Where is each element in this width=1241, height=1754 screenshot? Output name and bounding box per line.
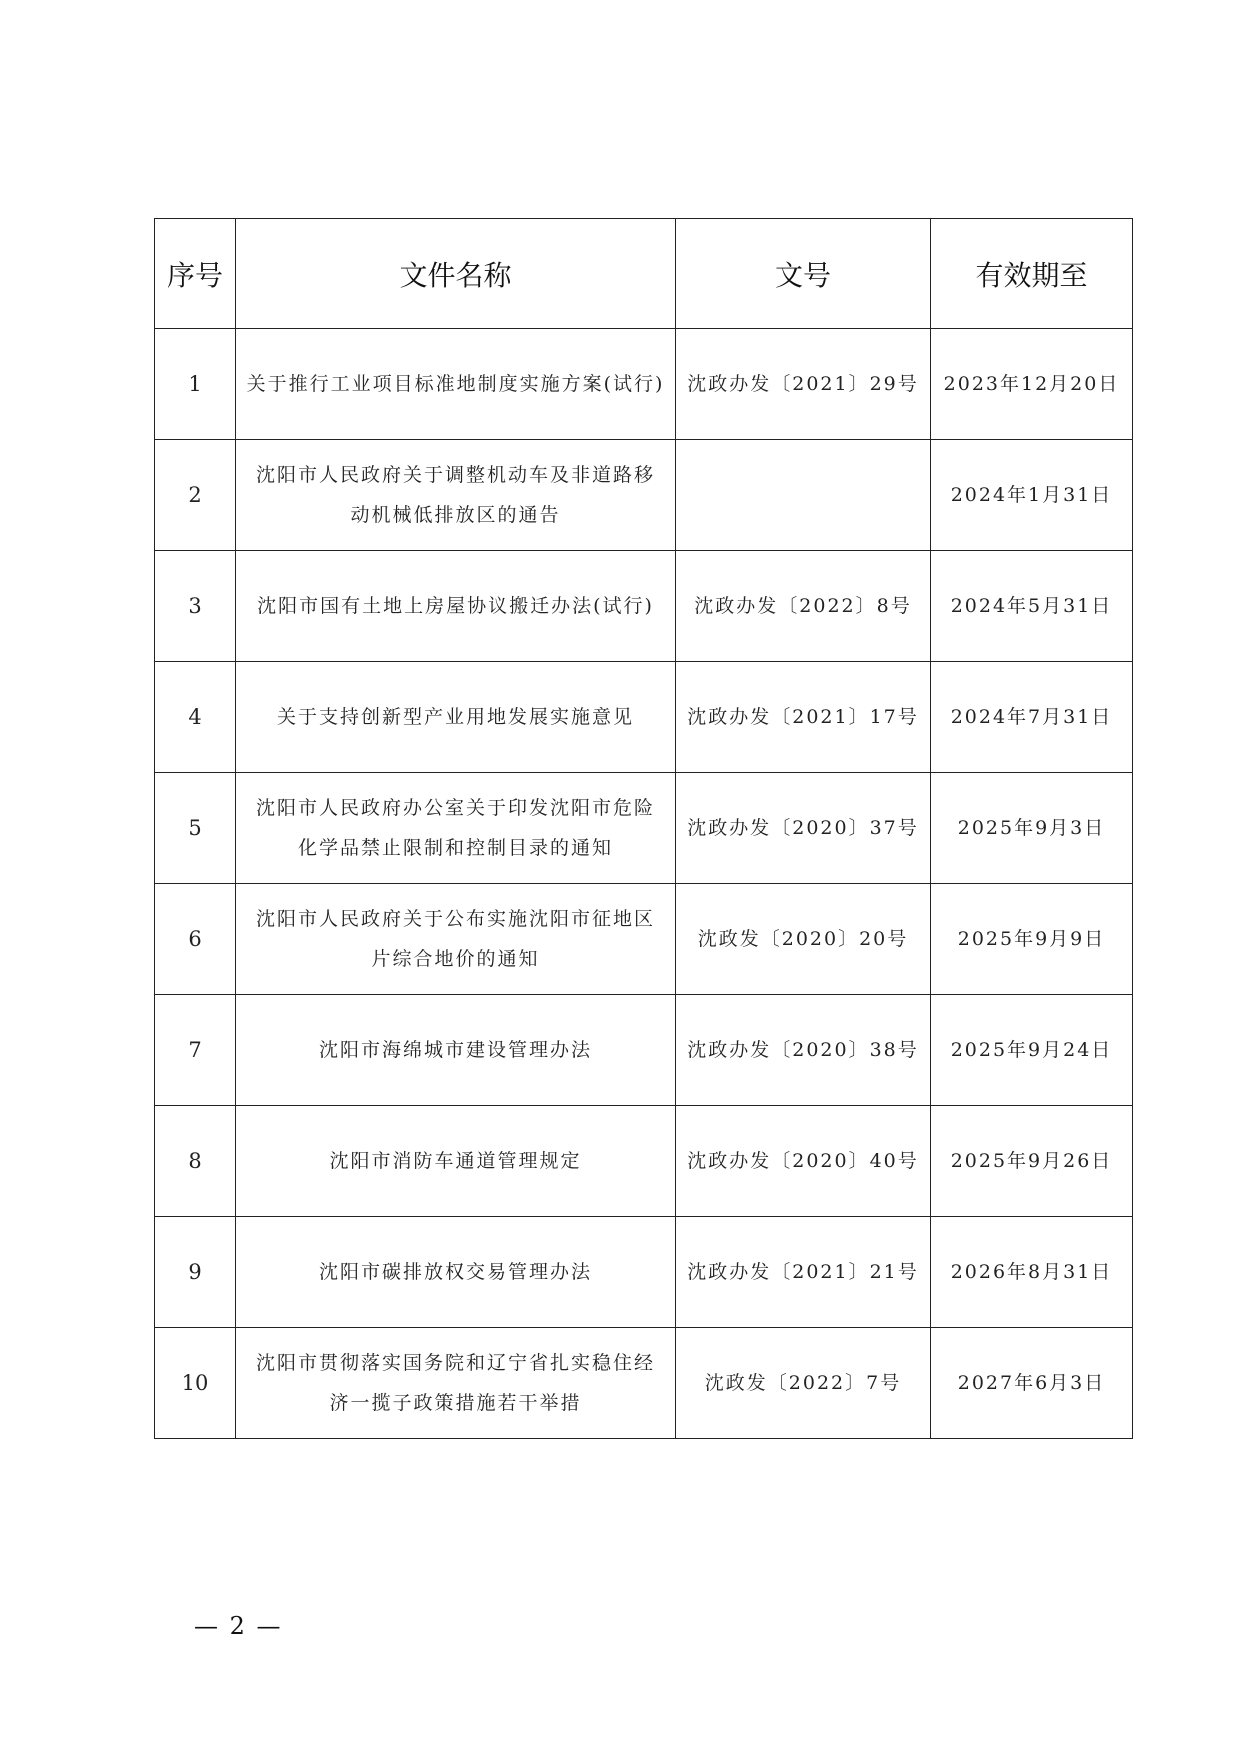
row-valid-until: 2026年8月31日 <box>931 1217 1133 1328</box>
row-index: 4 <box>155 662 236 773</box>
row-file-name: 关于支持创新型产业用地发展实施意见 <box>236 662 676 773</box>
row-doc-number: 沈政办发〔2020〕37号 <box>676 773 931 884</box>
row-file-name: 沈阳市人民政府办公室关于印发沈阳市危险化学品禁止限制和控制目录的通知 <box>236 773 676 884</box>
row-doc-number: 沈政办发〔2022〕8号 <box>676 551 931 662</box>
table-row <box>155 551 1133 662</box>
row-valid-until: 2025年9月24日 <box>931 995 1133 1106</box>
row-index: 6 <box>155 884 236 995</box>
row-index: 9 <box>155 1217 236 1328</box>
header-index: 序号 <box>155 219 236 329</box>
row-file-name: 沈阳市碳排放权交易管理办法 <box>236 1217 676 1328</box>
row-index: 2 <box>155 440 236 551</box>
row-index: 5 <box>155 773 236 884</box>
row-doc-number: 沈政办发〔2020〕38号 <box>676 995 931 1106</box>
row-doc-number: 沈政办发〔2021〕21号 <box>676 1217 931 1328</box>
row-doc-number: 沈政办发〔2021〕29号 <box>676 329 931 440</box>
row-index: 8 <box>155 1106 236 1217</box>
row-index: 10 <box>155 1328 236 1439</box>
table-row <box>155 440 1133 551</box>
table-row <box>155 662 1133 773</box>
table-row <box>155 1106 1133 1217</box>
row-valid-until: 2023年12月20日 <box>931 329 1133 440</box>
row-doc-number: 沈政办发〔2021〕17号 <box>676 662 931 773</box>
row-index: 1 <box>155 329 236 440</box>
table-row <box>155 1217 1133 1328</box>
row-valid-until: 2024年1月31日 <box>931 440 1133 551</box>
row-valid-until: 2024年7月31日 <box>931 662 1133 773</box>
row-file-name: 沈阳市海绵城市建设管理办法 <box>236 995 676 1106</box>
row-index: 3 <box>155 551 236 662</box>
document-table <box>154 218 1133 1439</box>
table-row <box>155 1328 1133 1439</box>
table-header-row <box>155 219 1133 329</box>
row-file-name: 沈阳市国有土地上房屋协议搬迁办法(试行) <box>236 551 676 662</box>
table-row <box>155 329 1133 440</box>
row-valid-until: 2024年5月31日 <box>931 551 1133 662</box>
row-doc-number: 沈政发〔2022〕7号 <box>676 1328 931 1439</box>
table-row <box>155 884 1133 995</box>
row-valid-until: 2027年6月3日 <box>931 1328 1133 1439</box>
row-file-name: 沈阳市人民政府关于调整机动车及非道路移动机械低排放区的通告 <box>236 440 676 551</box>
header-valid-until: 有效期至 <box>931 219 1133 329</box>
row-doc-number: 沈政发〔2020〕20号 <box>676 884 931 995</box>
row-doc-number <box>676 440 931 551</box>
page-number: — 2 — <box>194 1612 283 1640</box>
row-valid-until: 2025年9月9日 <box>931 884 1133 995</box>
row-file-name: 沈阳市人民政府关于公布实施沈阳市征地区片综合地价的通知 <box>236 884 676 995</box>
row-file-name: 沈阳市消防车通道管理规定 <box>236 1106 676 1217</box>
row-valid-until: 2025年9月3日 <box>931 773 1133 884</box>
table-row <box>155 773 1133 884</box>
row-valid-until: 2025年9月26日 <box>931 1106 1133 1217</box>
row-doc-number: 沈政办发〔2020〕40号 <box>676 1106 931 1217</box>
header-doc-number: 文号 <box>676 219 931 329</box>
row-file-name: 沈阳市贯彻落实国务院和辽宁省扎实稳住经济一揽子政策措施若干举措 <box>236 1328 676 1439</box>
row-index: 7 <box>155 995 236 1106</box>
header-file-name: 文件名称 <box>236 219 676 329</box>
table-row <box>155 995 1133 1106</box>
row-file-name: 关于推行工业项目标准地制度实施方案(试行) <box>236 329 676 440</box>
